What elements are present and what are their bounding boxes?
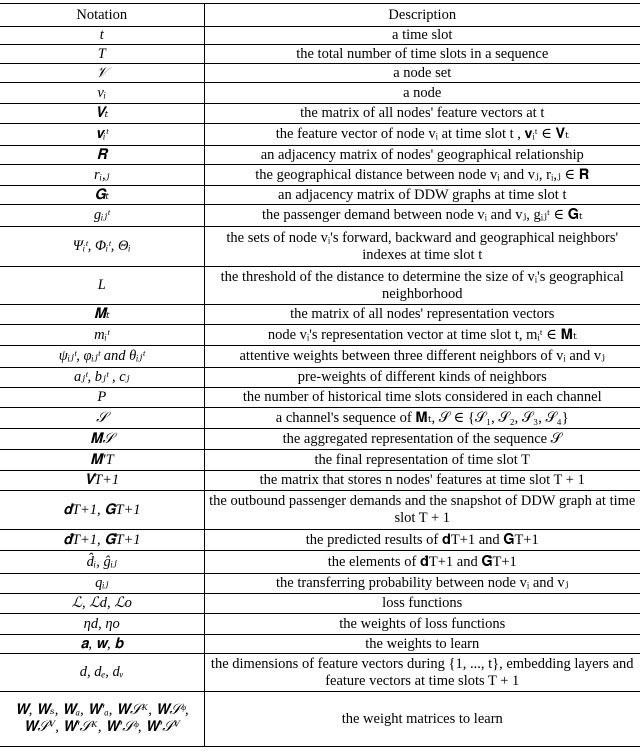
notation-cell: aⱼᵗ, bⱼᵗ , cⱼ bbox=[0, 368, 204, 388]
notation-cell: mᵢᵗ bbox=[0, 325, 204, 346]
table-row bbox=[0, 368, 640, 388]
table-row bbox=[0, 205, 640, 227]
notation-cell: 𝐚, 𝐰, 𝐛 bbox=[0, 635, 204, 654]
notation-cell: d, dₑ, dᵥ bbox=[0, 654, 204, 692]
notation-cell: L bbox=[0, 267, 204, 305]
table-row bbox=[0, 83, 640, 104]
table-row bbox=[0, 325, 640, 346]
description-cell: the final representation of time slot T bbox=[204, 450, 640, 471]
description-cell: the number of historical time slots considered in each channel bbox=[204, 388, 640, 408]
description-cell: a time slot bbox=[204, 27, 640, 45]
table-row bbox=[0, 654, 640, 692]
notation-cell: ℒ, ℒd, ℒo bbox=[0, 594, 204, 614]
notation-cell: 𝒱 bbox=[0, 64, 204, 83]
table-row bbox=[0, 388, 640, 408]
table-row bbox=[0, 27, 640, 45]
description-cell: an adjacency matrix of nodes' geographical relationship bbox=[204, 146, 640, 165]
notation-cell: 𝐌′T bbox=[0, 450, 204, 471]
notation-cell: 𝐯ᵢᵗ bbox=[0, 124, 204, 146]
description-cell: a node bbox=[204, 83, 640, 104]
table-body bbox=[0, 27, 640, 747]
notation-cell: 𝒮 bbox=[0, 408, 204, 429]
notation-table bbox=[0, 3, 640, 747]
notation-cell: 𝐝̂T+1, 𝐆̂T+1 bbox=[0, 530, 204, 551]
notation-cell: vᵢ bbox=[0, 83, 204, 104]
table-row bbox=[0, 574, 640, 594]
description-cell: the total number of time slots in a sequence bbox=[204, 45, 640, 64]
table-row bbox=[0, 45, 640, 64]
notation-cell: 𝐕T+1 bbox=[0, 471, 204, 491]
description-cell: the passenger demand between node vᵢ and vⱼ, gᵢⱼᵗ ∈ 𝐆ₜ bbox=[204, 205, 640, 227]
description-cell: pre-weights of different kinds of neighbors bbox=[204, 368, 640, 388]
table-row bbox=[0, 305, 640, 325]
description-cell: a node set bbox=[204, 64, 640, 83]
notation-cell: ψᵢⱼᵗ, φᵢⱼᵗ and θᵢⱼᵗ bbox=[0, 346, 204, 368]
description-cell: the threshold of the distance to determine the size of vᵢ's geographical neighborhood bbox=[204, 267, 640, 305]
description-cell: the matrix of all nodes' representation vectors bbox=[204, 305, 640, 325]
table-row bbox=[0, 635, 640, 654]
notation-cell: rᵢ,ⱼ bbox=[0, 165, 204, 186]
description-cell: the transferring probability between node vᵢ and vⱼ bbox=[204, 574, 640, 594]
description-cell: the feature vector of node vᵢ at time slot t , 𝐯ᵢᵗ ∈ 𝐕ₜ bbox=[204, 124, 640, 146]
table-row bbox=[0, 551, 640, 574]
notation-cell: 𝐖, 𝐖ₛ, 𝐖ₐ, 𝐖′ₐ, 𝐖𝒮ᴷ, 𝐖𝒮ᵠ, 𝐖𝒮ⱽ, 𝐖′𝒮ᴷ, 𝐖′𝒮ᵠ, 𝐖′𝒮ⱽ bbox=[0, 692, 204, 747]
table-row bbox=[0, 471, 640, 491]
description-cell: the geographical distance between node vᵢ and vⱼ, rᵢ,ⱼ ∈ 𝐑 bbox=[204, 165, 640, 186]
table-row bbox=[0, 64, 640, 83]
header-description: Description bbox=[204, 4, 640, 27]
description-cell: the weights to learn bbox=[204, 635, 640, 654]
table-row bbox=[0, 530, 640, 551]
description-cell: attentive weights between three different neighbors of vᵢ and vⱼ bbox=[204, 346, 640, 368]
table-row bbox=[0, 104, 640, 124]
table-header-row bbox=[0, 4, 640, 27]
notation-cell: qᵢⱼ bbox=[0, 574, 204, 594]
description-cell: the sets of node vᵢ's forward, backward and geographical neighbors' indexes at time slot t bbox=[204, 227, 640, 267]
notation-cell: ηd, ηo bbox=[0, 614, 204, 635]
description-cell: an adjacency matrix of DDW graphs at time slot t bbox=[204, 186, 640, 205]
description-cell: the predicted results of 𝐝T+1 and 𝐆T+1 bbox=[204, 530, 640, 551]
description-cell: a channel's sequence of 𝐌ₜ, 𝒮 ∈ {𝒮₁, 𝒮₂, 𝒮₃, 𝒮₄} bbox=[204, 408, 640, 429]
notation-cell: 𝐌ₜ bbox=[0, 305, 204, 325]
table-row bbox=[0, 227, 640, 267]
notation-cell: 𝐌𝒮 bbox=[0, 429, 204, 450]
description-cell: the matrix that stores n nodes' features at time slot T + 1 bbox=[204, 471, 640, 491]
table-row bbox=[0, 146, 640, 165]
description-cell: the weights of loss functions bbox=[204, 614, 640, 635]
description-cell: the aggregated representation of the sequence 𝒮 bbox=[204, 429, 640, 450]
description-cell: the matrix of all nodes' feature vectors at t bbox=[204, 104, 640, 124]
description-cell: the elements of 𝐝̂T+1 and 𝐆̂T+1 bbox=[204, 551, 640, 574]
table-row bbox=[0, 491, 640, 530]
description-cell: node vᵢ's representation vector at time slot t, mᵢᵗ ∈ 𝐌ₜ bbox=[204, 325, 640, 346]
description-cell: the dimensions of feature vectors during {1, ..., t}, embedding layers and feature vectors at time slots T + 1 bbox=[204, 654, 640, 692]
notation-cell: gᵢⱼᵗ bbox=[0, 205, 204, 227]
table-row bbox=[0, 346, 640, 368]
table-row bbox=[0, 429, 640, 450]
table-row bbox=[0, 408, 640, 429]
description-cell: the weight matrices to learn bbox=[204, 692, 640, 747]
notation-cell: 𝐆ₜ bbox=[0, 186, 204, 205]
table-row bbox=[0, 692, 640, 747]
description-cell: the outbound passenger demands and the snapshot of DDW graph at time slot T + 1 bbox=[204, 491, 640, 530]
table-row bbox=[0, 614, 640, 635]
notation-cell: 𝐕ₜ bbox=[0, 104, 204, 124]
table-row bbox=[0, 124, 640, 146]
description-cell: loss functions bbox=[204, 594, 640, 614]
notation-cell: 𝐝T+1, 𝐆T+1 bbox=[0, 491, 204, 530]
table-row bbox=[0, 186, 640, 205]
notation-cell: t bbox=[0, 27, 204, 45]
notation-cell: d̂ᵢ, ĝᵢⱼ bbox=[0, 551, 204, 574]
notation-cell: Ψᵢᵗ, Φᵢᵗ, Θᵢ bbox=[0, 227, 204, 267]
table-row bbox=[0, 450, 640, 471]
table-row bbox=[0, 165, 640, 186]
notation-cell: 𝐑 bbox=[0, 146, 204, 165]
table-row bbox=[0, 594, 640, 614]
notation-cell: T bbox=[0, 45, 204, 64]
notation-cell: P bbox=[0, 388, 204, 408]
table-row bbox=[0, 267, 640, 305]
header-notation: Notation bbox=[0, 4, 204, 27]
